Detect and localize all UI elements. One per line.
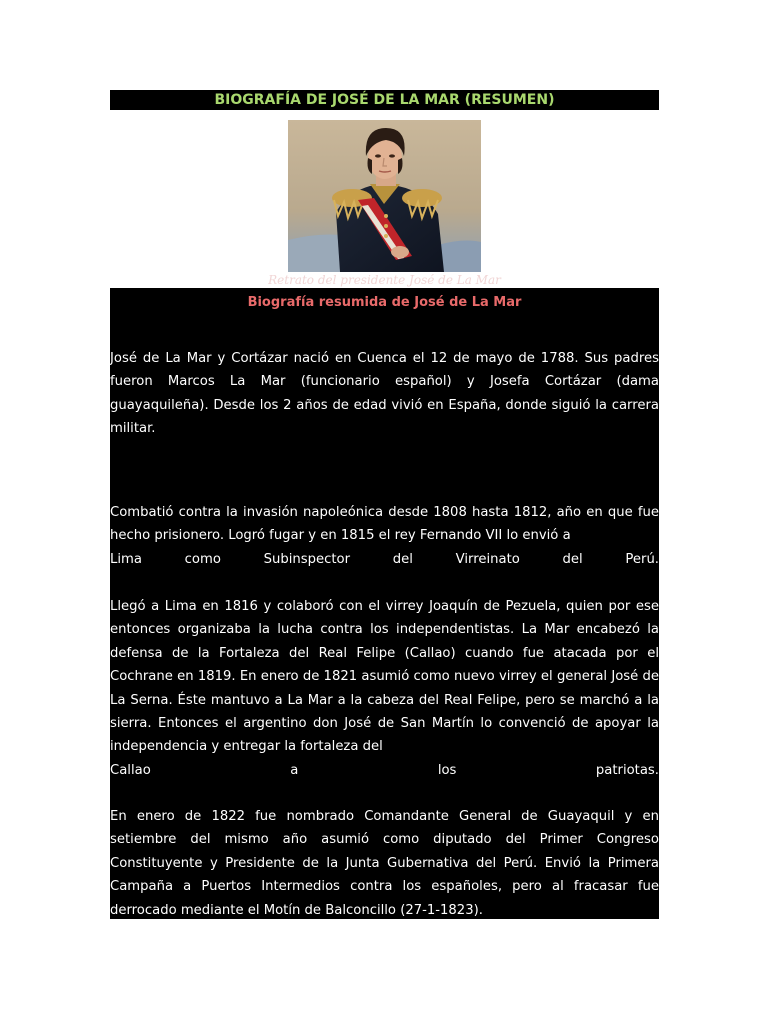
page-title: BIOGRAFÍA DE JOSÉ DE LA MAR (RESUMEN) — [110, 90, 659, 110]
paragraph-2: Combatió contra la invasión napoleónica desde 1808 hasta 1812, año en que fue hecho prisionero. Logró fugar y en 1815 el rey Fernando VII lo envió a — [110, 505, 659, 544]
section-heading: Biografía resumida de José de La Mar — [247, 295, 522, 310]
biography-content — [110, 288, 659, 919]
portrait-image — [288, 120, 481, 272]
paragraph-1: José de La Mar y Cortázar nació en Cuenca el 12 de mayo de 1788. Sus padres fueron Marcos La Mar (funcionario español) y Josefa Cortázar (dama guayaquileña). Desde los 2 años de edad vivió en España, donde siguió la carrera militar. — [110, 351, 659, 437]
paragraph-4: En enero de 1822 fue nombrado Comandante General de Guayaquil y en setiembre del mismo año asumió como diputado del Primer Congreso Constituyente y Presidente de la Junta Gubernativa del Perú. Envió la Primera Campaña a Puertos Intermedios contra los españoles, pero al fracasar fue derrocado mediante el Motín de Balconcillo (27-1-1823). — [110, 809, 659, 918]
paragraph-2-last-line: Lima como Subinspector del Virreinato del Perú. — [110, 552, 659, 567]
portrait-caption: Retrato del presidente José de La Mar — [268, 273, 501, 287]
paragraph-3-last-line: Callao a los patriotas. — [110, 763, 659, 778]
paragraph-3: Llegó a Lima en 1816 y colaboró con el virrey Joaquín de Pezuela, quien por ese entonces organizaba la lucha contra los independentistas. La Mar encabezó la defensa de la Fortaleza del Real Felipe (Callao) cuando fue atacada por el Cochrane en 1819. En enero de 1821 asumió como nuevo virrey el general José de La Serna. Éste mantuvo a La Mar a la cabeza del Real Felipe, pero se marchó a la sierra. Entonces el argentino don José de San Martín lo convenció de apoyar la independencia y entregar la fortaleza del — [110, 599, 659, 755]
